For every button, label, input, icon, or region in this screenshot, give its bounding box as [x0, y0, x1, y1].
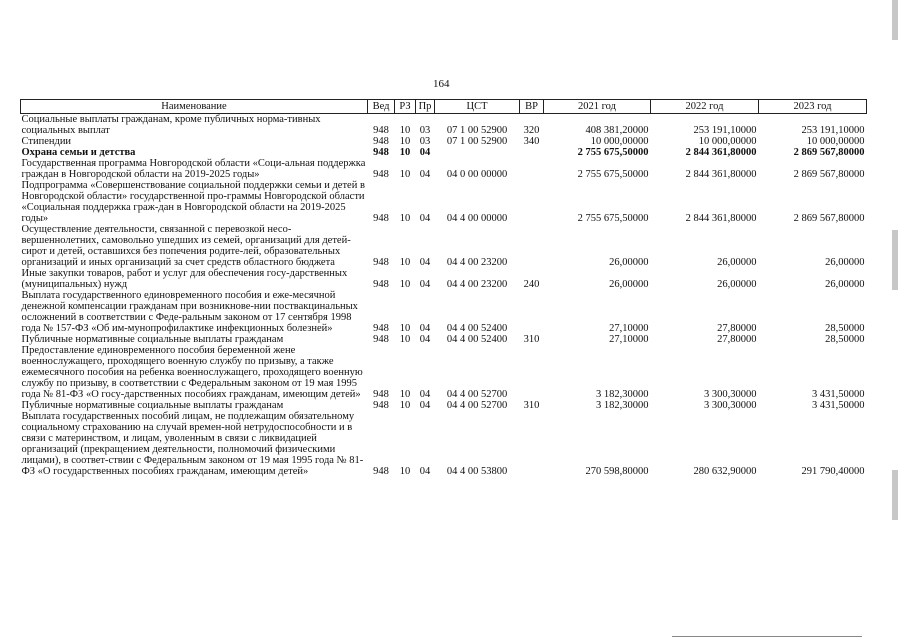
row-value-2021: 270 598,80000 [585, 466, 649, 477]
row-ved: 948 [373, 279, 389, 290]
row-value-2022: 27,80000 [717, 334, 757, 345]
table-row [21, 180, 867, 224]
header-2021: 2021 год [544, 100, 651, 114]
row-value-2021: 26,00000 [609, 279, 649, 290]
page-bottom-line [672, 636, 862, 637]
row-ved: 948 [373, 147, 389, 158]
row-cst: 04 4 00 00000 [446, 213, 508, 224]
row-rz: 10 [399, 279, 411, 290]
table-row [21, 147, 867, 158]
row-ved: 948 [373, 323, 389, 334]
row-value-2021: 2 755 675,50000 [577, 169, 649, 180]
row-pr: 04 [419, 279, 431, 290]
row-value-2023: 28,50000 [825, 323, 865, 334]
table-row [21, 114, 867, 137]
row-rz: 10 [399, 334, 411, 345]
row-vr [520, 345, 544, 400]
row-cst: 04 4 00 53800 [446, 466, 508, 477]
row-pr: 04 [419, 389, 431, 400]
table-row [21, 158, 867, 180]
row-ved: 948 [373, 213, 389, 224]
row-value-2021: 2 755 675,50000 [577, 213, 649, 224]
table-row [21, 290, 867, 334]
row-cst [435, 147, 520, 158]
row-name: Государственная программа Новгородской области «Соци-альная поддержка граждан в Новгородской области на 2019-2025 годы» [21, 158, 366, 180]
row-pr: 04 [419, 400, 431, 411]
row-rz: 10 [399, 466, 411, 477]
row-value-2023: 3 431,50000 [812, 400, 865, 411]
row-value-2023: 28,50000 [825, 334, 865, 345]
row-name: Охрана семьи и детства [21, 147, 136, 158]
row-value-2023: 291 790,40000 [801, 466, 865, 477]
row-value-2022: 2 844 361,80000 [685, 147, 757, 158]
table-header-row [21, 100, 867, 114]
header-pr: Пр [416, 100, 435, 114]
row-value-2022: 253 191,10000 [693, 125, 757, 136]
row-ved: 948 [373, 389, 389, 400]
row-value-2021: 26,00000 [609, 257, 649, 268]
table-row [21, 411, 867, 477]
row-ved: 948 [373, 400, 389, 411]
row-pr: 04 [419, 147, 431, 158]
row-pr: 04 [419, 257, 431, 268]
row-value-2022: 26,00000 [717, 279, 757, 290]
row-pr: 04 [419, 323, 431, 334]
row-cst: 04 0 00 00000 [446, 169, 508, 180]
header-name: Наименование [21, 100, 368, 114]
row-name: Социальные выплаты гражданам, кроме публичных норма-тивных социальных выплат [21, 114, 321, 136]
row-value-2022: 3 300,30000 [704, 400, 757, 411]
row-value-2023: 253 191,10000 [801, 125, 865, 136]
row-vr [520, 158, 544, 180]
row-cst: 07 1 00 52900 [446, 136, 508, 147]
row-ved: 948 [373, 169, 389, 180]
row-vr: 340 [523, 136, 540, 147]
row-value-2022: 2 844 361,80000 [685, 213, 757, 224]
row-value-2021: 27,10000 [609, 334, 649, 345]
header-2023: 2023 год [759, 100, 867, 114]
row-value-2023: 2 869 567,80000 [793, 169, 865, 180]
row-rz: 10 [399, 147, 411, 158]
row-cst: 04 4 00 23200 [446, 279, 508, 290]
row-value-2022: 26,00000 [717, 257, 757, 268]
row-value-2022: 27,80000 [717, 323, 757, 334]
budget-table [20, 99, 867, 477]
row-ved: 948 [373, 466, 389, 477]
row-name: Выплата государственных пособий лицам, не подлежащим обязательному социальному страхованию на случай времен-ной нетрудоспособности и в связи с материнством, и лицам, уволенным в связи с ликвидацией организаций (прекращением деятельности, полномочий физическими лицами), в соответ-ствии с Федеральным законом от 19 мая 1995 года № 81-ФЗ «О государственных пособиях гражданам, имеющим детей» [21, 411, 364, 477]
table-row [21, 334, 867, 345]
row-name: Предоставление единовременного пособия беременной жене военнослужащего, проходящего военную службу по призыву, а также ежемесячного пособия на ребенка военнослужащего, проходящего военную службу по призыву, в соответствии с Федеральным законом от 19 мая 1995 года № 81-ФЗ «О госу-дарственных пособиях гражданам, имеющим детей» [21, 345, 363, 400]
row-pr: 04 [419, 169, 431, 180]
header-rz: РЗ [395, 100, 416, 114]
row-cst: 04 4 00 52400 [446, 323, 508, 334]
row-value-2023: 26,00000 [825, 279, 865, 290]
row-value-2022: 3 300,30000 [704, 389, 757, 400]
page-number: 164 [433, 78, 450, 90]
row-value-2022: 280 632,90000 [693, 466, 757, 477]
row-rz: 10 [399, 136, 411, 147]
row-rz: 10 [399, 389, 411, 400]
row-pr: 04 [419, 213, 431, 224]
row-value-2021: 2 755 675,50000 [577, 147, 649, 158]
row-vr [520, 290, 544, 334]
row-ved: 948 [373, 125, 389, 136]
row-cst: 04 4 00 52700 [446, 400, 508, 411]
row-name: Стипендии [21, 136, 72, 147]
header-2022: 2022 год [651, 100, 759, 114]
row-vr: 240 [523, 279, 540, 290]
row-name: Выплата государственного единовременного пособия и еже-месячной денежной компенсации гражданам при возникнове-нии поствакцинальных осложнений в соответствии с Феде-ральным законом от 17 сентября 1998 года № 157-ФЗ «Об им-мунопрофилактике инфекционных болезней» [21, 290, 358, 334]
row-cst: 04 4 00 52700 [446, 389, 508, 400]
row-ved: 948 [373, 334, 389, 345]
row-value-2021: 3 182,30000 [596, 400, 649, 411]
row-rz: 10 [399, 169, 411, 180]
row-vr [520, 411, 544, 477]
row-name: Публичные нормативные социальные выплаты гражданам [21, 400, 284, 411]
row-rz: 10 [399, 323, 411, 334]
row-pr: 03 [419, 136, 431, 147]
row-vr: 310 [523, 400, 540, 411]
row-name: Подпрограмма «Совершенствование социальной поддержки семьи и детей в Новгородской области» государственной про-граммы Новгородской области «Социальная поддержка граж-дан в Новгородской области на 2019-2025 годы» [21, 180, 365, 224]
scan-edge-mark [892, 0, 898, 40]
header-ved: Вед [368, 100, 395, 114]
table-row [21, 268, 867, 290]
row-name: Публичные нормативные социальные выплаты гражданам [21, 334, 284, 345]
header-vr: ВР [520, 100, 544, 114]
row-vr: 320 [523, 125, 540, 136]
row-name: Иные закупки товаров, работ и услуг для обеспечения госу-дарственных (муниципальных) нужд [21, 268, 348, 290]
row-ved: 948 [373, 257, 389, 268]
row-value-2021: 27,10000 [609, 323, 649, 334]
row-value-2021: 408 381,20000 [585, 125, 649, 136]
row-rz: 10 [399, 400, 411, 411]
row-ved: 948 [373, 136, 389, 147]
table-row [21, 345, 867, 400]
table-row [21, 400, 867, 411]
row-rz: 10 [399, 213, 411, 224]
table-row [21, 224, 867, 268]
row-value-2023: 2 869 567,80000 [793, 213, 865, 224]
table-row [21, 136, 867, 147]
row-value-2021: 10 000,00000 [590, 136, 649, 147]
scan-edge-mark [892, 470, 898, 520]
row-value-2023: 26,00000 [825, 257, 865, 268]
row-value-2021: 3 182,30000 [596, 389, 649, 400]
row-rz: 10 [399, 125, 411, 136]
row-value-2023: 10 000,00000 [806, 136, 865, 147]
row-name: Осуществление деятельности, связанной с перевозкой несо-вершеннолетних, самовольно ушедших из семей, организаций для детей-сирот и детей, оставшихся без попечения родите-лей, образовательных организаций и иных организаций за счет средств областного бюджета [21, 224, 351, 268]
row-vr: 310 [523, 334, 540, 345]
row-value-2022: 10 000,00000 [698, 136, 757, 147]
row-rz: 10 [399, 257, 411, 268]
scan-edge-mark [892, 230, 898, 290]
row-value-2022: 2 844 361,80000 [685, 169, 757, 180]
row-value-2023: 3 431,50000 [812, 389, 865, 400]
row-cst: 07 1 00 52900 [446, 125, 508, 136]
row-value-2023: 2 869 567,80000 [793, 147, 865, 158]
header-cst: ЦСТ [435, 100, 520, 114]
row-vr [520, 180, 544, 224]
row-vr [520, 224, 544, 268]
row-cst: 04 4 00 23200 [446, 257, 508, 268]
row-cst: 04 4 00 52400 [446, 334, 508, 345]
row-pr: 03 [419, 125, 431, 136]
row-vr [520, 147, 544, 158]
row-pr: 04 [419, 466, 431, 477]
row-pr: 04 [419, 334, 431, 345]
